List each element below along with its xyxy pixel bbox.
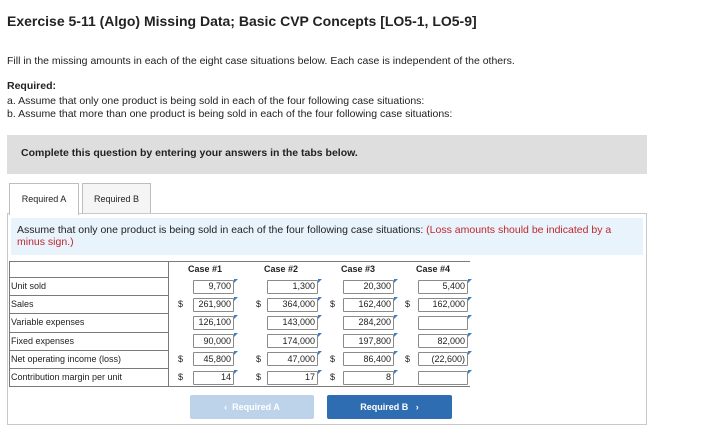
note-text <box>17 224 642 248</box>
cell-value: 364,000 <box>282 299 315 310</box>
row-label: Variable expenses <box>11 317 85 328</box>
column-header: Case #4 <box>415 264 451 274</box>
prev-button[interactable] <box>190 395 314 419</box>
answer-flag-icon <box>234 297 238 301</box>
dollar-sign: $ <box>405 299 411 310</box>
cell-value: 174,000 <box>282 335 315 346</box>
cell-value: 86,400 <box>363 353 391 364</box>
answer-flag-icon <box>318 315 322 319</box>
next-button[interactable] <box>327 395 452 419</box>
column-header: Case #2 <box>263 264 299 274</box>
dollar-sign: $ <box>256 299 262 310</box>
answer-flag-icon <box>318 351 322 355</box>
cell-value: 45,800 <box>203 353 231 364</box>
answer-flag-icon <box>394 370 398 374</box>
answer-flag-icon <box>394 297 398 301</box>
cell-value: 17 <box>304 372 315 382</box>
row-divider <box>9 368 168 369</box>
answer-flag-icon <box>468 297 472 301</box>
tab-required-a[interactable]: Required A <box>9 183 79 215</box>
cell-value: 162,000 <box>432 299 465 310</box>
answer-flag-icon <box>234 315 238 319</box>
instructions-text: Fill in the missing amounts in each of the eight case situations below. Each case is independent of the others. <box>7 55 515 67</box>
cell-value: 20,300 <box>363 281 391 291</box>
column-header: Case #1 <box>187 264 223 274</box>
required-heading: Required: <box>7 80 57 92</box>
table-top-border <box>9 261 470 262</box>
answer-flag-icon <box>234 351 238 355</box>
row-label: Net operating income (loss) <box>11 353 122 364</box>
answer-flag-icon <box>234 370 238 374</box>
row-divider <box>9 313 168 314</box>
cell-value: 82,000 <box>437 335 465 346</box>
instruction-banner <box>7 135 647 174</box>
cell-value: 1,300 <box>292 281 315 291</box>
answer-flag-icon <box>468 333 472 337</box>
answer-flag-icon <box>318 333 322 337</box>
page-title: Exercise 5-11 (Algo) Missing Data; Basic CVP Concepts [LO5-1, LO5-9] <box>7 13 477 29</box>
chevron-left-icon: ‹ <box>224 402 228 412</box>
required-b-text: b. Assume that more than one product is being sold in each of the four following case situations: <box>7 108 453 120</box>
row-label: Unit sold <box>11 281 47 291</box>
table-label-divider <box>168 261 169 386</box>
dollar-sign: $ <box>330 353 336 364</box>
cell-value: 8 <box>385 372 391 382</box>
answer-flag-icon <box>468 370 472 374</box>
dollar-sign: $ <box>256 353 262 364</box>
prev-button-label: Required A <box>232 402 280 412</box>
row-divider <box>9 332 168 333</box>
table-bottom-border <box>9 386 470 387</box>
column-header: Case #3 <box>340 264 376 274</box>
answer-input-box[interactable] <box>418 371 468 385</box>
cell-value: 162,400 <box>358 299 391 310</box>
dollar-sign: $ <box>330 372 336 382</box>
cell-value: 47,000 <box>287 353 315 364</box>
banner-text: Complete this question by entering your answers in the tabs below. <box>21 147 358 159</box>
row-divider <box>9 277 168 278</box>
dollar-sign: $ <box>178 372 184 382</box>
next-button-label: Required B <box>360 402 409 412</box>
note-main: Assume that only one product is being sold in each of the four following case situations: <box>17 224 427 236</box>
answer-flag-icon <box>468 315 472 319</box>
row-divider <box>9 350 168 351</box>
answer-flag-icon <box>318 297 322 301</box>
dollar-sign: $ <box>330 299 336 310</box>
cell-value: 5,400 <box>442 281 465 291</box>
answer-flag-icon <box>468 351 472 355</box>
cell-value: 261,900 <box>198 299 231 310</box>
row-label: Fixed expenses <box>11 335 75 346</box>
dollar-sign: $ <box>178 353 184 364</box>
answer-flag-icon <box>468 279 472 283</box>
cell-value: 14 <box>220 372 231 382</box>
cell-value: 284,200 <box>358 317 391 328</box>
chevron-right-icon: › <box>415 402 419 412</box>
answer-flag-icon <box>234 279 238 283</box>
cell-value: 126,100 <box>198 317 231 328</box>
cell-value: (22,600) <box>431 353 465 364</box>
tab-required-b[interactable]: Required B <box>82 183 151 214</box>
cell-value: 9,700 <box>208 281 231 291</box>
dollar-sign: $ <box>405 353 411 364</box>
dollar-sign: $ <box>256 372 262 382</box>
required-a-text: a. Assume that only one product is being sold in each of the four following case situations: <box>7 95 425 107</box>
cell-value: 197,800 <box>358 335 391 346</box>
dollar-sign: $ <box>178 299 184 310</box>
row-divider <box>9 295 168 296</box>
row-label: Sales <box>11 299 34 310</box>
answer-flag-icon <box>394 351 398 355</box>
cell-value: 143,000 <box>282 317 315 328</box>
answer-flag-icon <box>394 333 398 337</box>
tab-panel <box>7 213 647 425</box>
answer-input-box[interactable] <box>418 316 468 330</box>
answer-flag-icon <box>318 279 322 283</box>
row-label: Contribution margin per unit <box>11 372 123 382</box>
answer-flag-icon <box>394 279 398 283</box>
note-warning: (Loss amounts should be indicated by a minus sign.) <box>17 224 612 248</box>
answer-flag-icon <box>318 370 322 374</box>
answer-flag-icon <box>234 333 238 337</box>
cell-value: 90,000 <box>203 335 231 346</box>
note-box <box>11 218 643 255</box>
answer-flag-icon <box>394 315 398 319</box>
